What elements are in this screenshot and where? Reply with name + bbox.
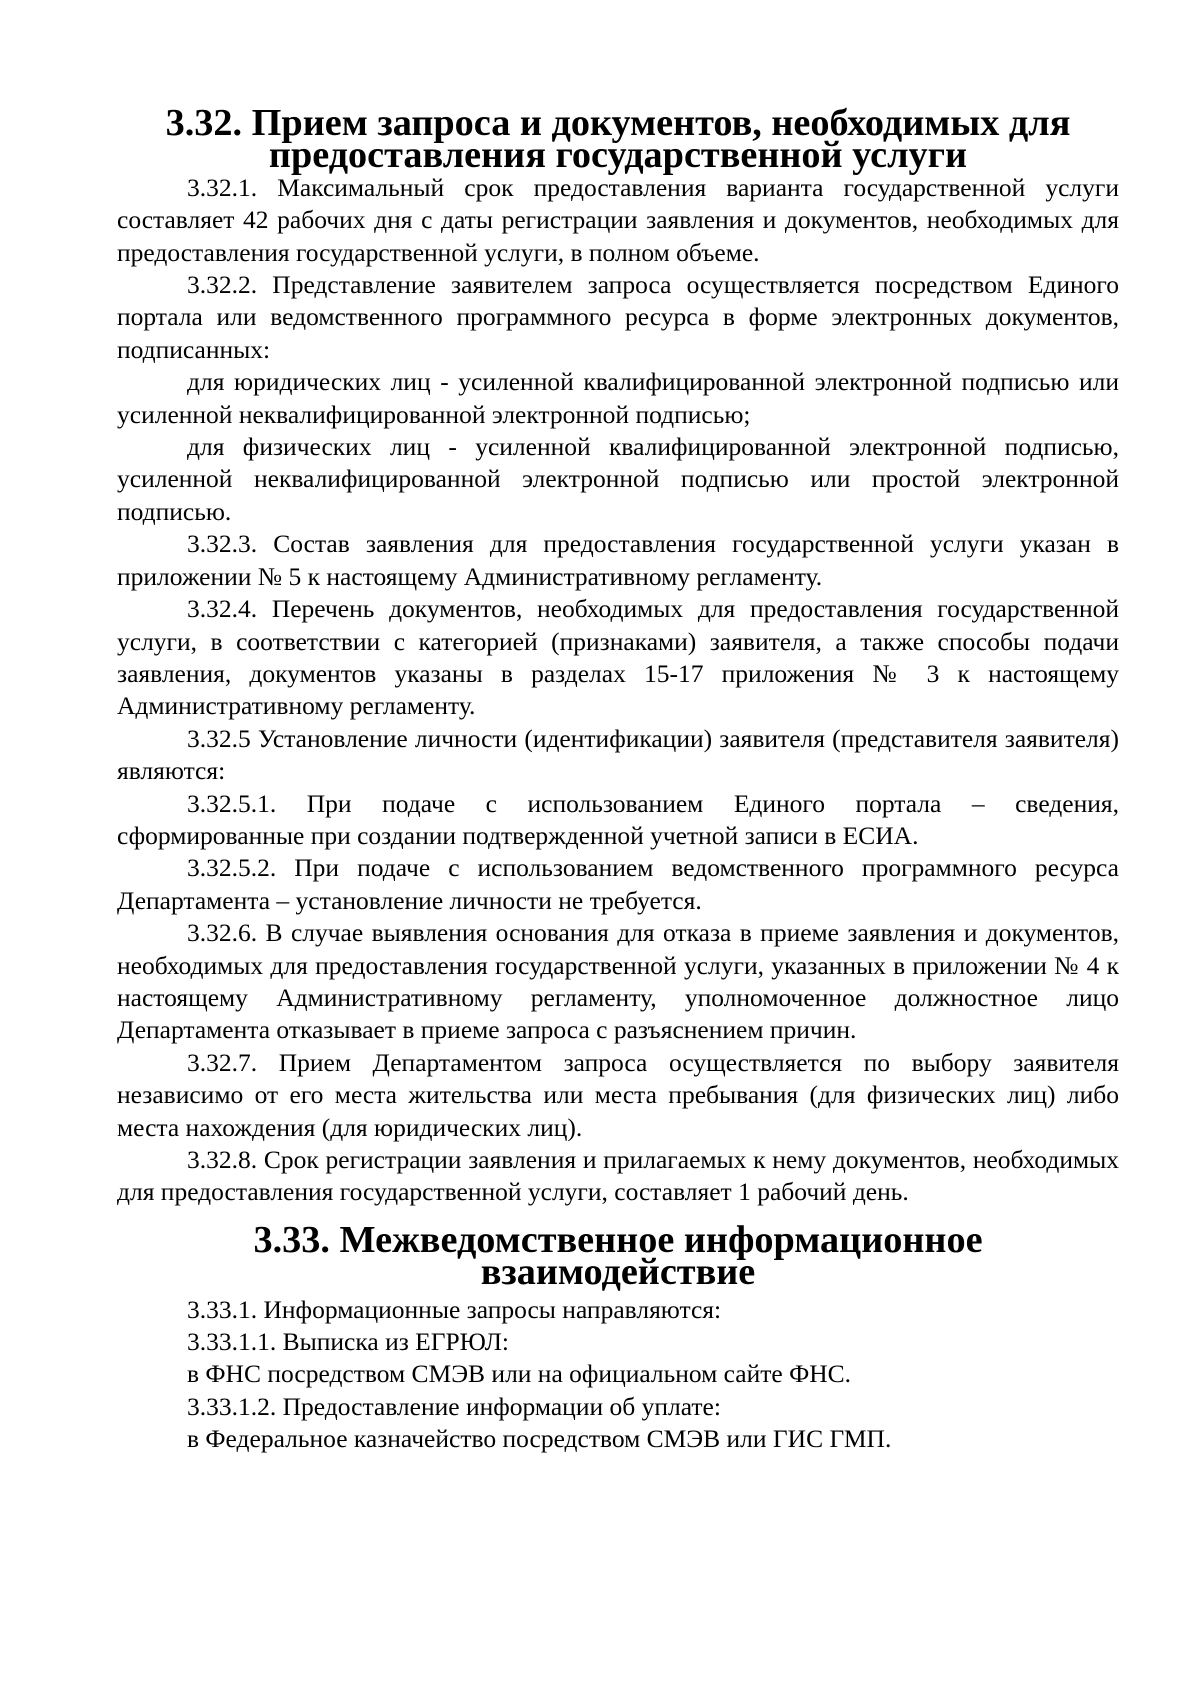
paragraph-3-32-7: 3.32.7. Прием Департаментом запроса осуществляется по выбору заявителя независимо от его места жительства или места пребывания (для физических лиц) либо места нахождения (для юридических лиц). (117, 1047, 1119, 1142)
paragraph-3-32-2: 3.32.2. Представление заявителем запроса осуществляется посредством Единого портала или ведомственного программного ресурса в форме электронных документов, подписанных: (117, 270, 1119, 364)
line-3-33-1: 3.33.1. Информационные запросы направляются: (187, 1294, 722, 1324)
paragraph-3-32-1: 3.32.1. Максимальный срок предоставления варианта государственной услуги составляет 42 рабочих дня с даты регистрации заявления и документов, необходимых для предоставления государственной услуги, в полном объеме. (117, 172, 1119, 267)
paragraph-3-32-3: 3.32.3. Состав заявления для предоставления государственной услуги указан в приложении № 5 к настоящему Административному регламенту. (117, 529, 1119, 591)
line-3-33-1-1: 3.33.1.1. Выписка из ЕГРЮЛ: (187, 1327, 509, 1357)
paragraph-3-32-5-2: 3.32.5.2. При подаче с использованием ведомственного программного ресурса Департамента – установление личности не требуется. (117, 853, 1119, 915)
paragraph-3-32-5: 3.32.5 Установление личности (идентификации) заявителя (представителя заявителя) являются: (117, 723, 1119, 786)
section-heading-3-32: 3.32. Прием запроса и документов, необходимых для предоставления государственной услуги (165, 102, 1071, 177)
section-heading-3-33: 3.33. Межведомственное информационное взаимодействие (253, 1218, 983, 1294)
document-page (117, 102, 1119, 1456)
paragraph-3-32-6: 3.32.6. В случае выявления основания для отказа в приеме заявления и документов, необходимых для предоставления государственной услуги, указанных в приложении № 4 к настоящему Административному регламенту, уполномоченное должностное лицо Департамента отказывает в приеме запроса с разъяснением причин. (117, 918, 1119, 1045)
line-3-33-1-2: 3.33.1.2. Предоставление информации об уплате: (187, 1391, 721, 1421)
paragraph-individuals: для физических лиц - усиленной квалифицированной электронной подписью, усиленной неквалифицированной электронной подписью или простой электронной подписью. (117, 432, 1119, 526)
line-treasury: в Федеральное казначейство посредством СМЭВ или ГИС ГМП. (187, 1424, 892, 1454)
paragraph-3-32-5-1: 3.32.5.1. При подаче с использованием Единого портала – сведения, сформированные при создании подтвержденной учетной записи в ЕСИА. (117, 788, 1119, 850)
paragraph-legal-entities: для юридических лиц - усиленной квалифицированной электронной подписью или усиленной неквалифицированной электронной подписью; (117, 367, 1119, 429)
line-fns: в ФНС посредством СМЭВ или на официальном сайте ФНС. (187, 1359, 852, 1389)
paragraph-3-32-8: 3.32.8. Срок регистрации заявления и прилагаемых к нему документов, необходимых для предоставления государственной услуги, составляет 1 рабочий день. (117, 1145, 1119, 1207)
paragraph-3-32-4: 3.32.4. Перечень документов, необходимых для предоставления государственной услуги, в соответствии с категорией (признаками) заявителя, а также способы подачи заявления, документов указаны в разделах 15-17 приложения № 3 к настоящему Административному регламенту. (117, 594, 1119, 721)
